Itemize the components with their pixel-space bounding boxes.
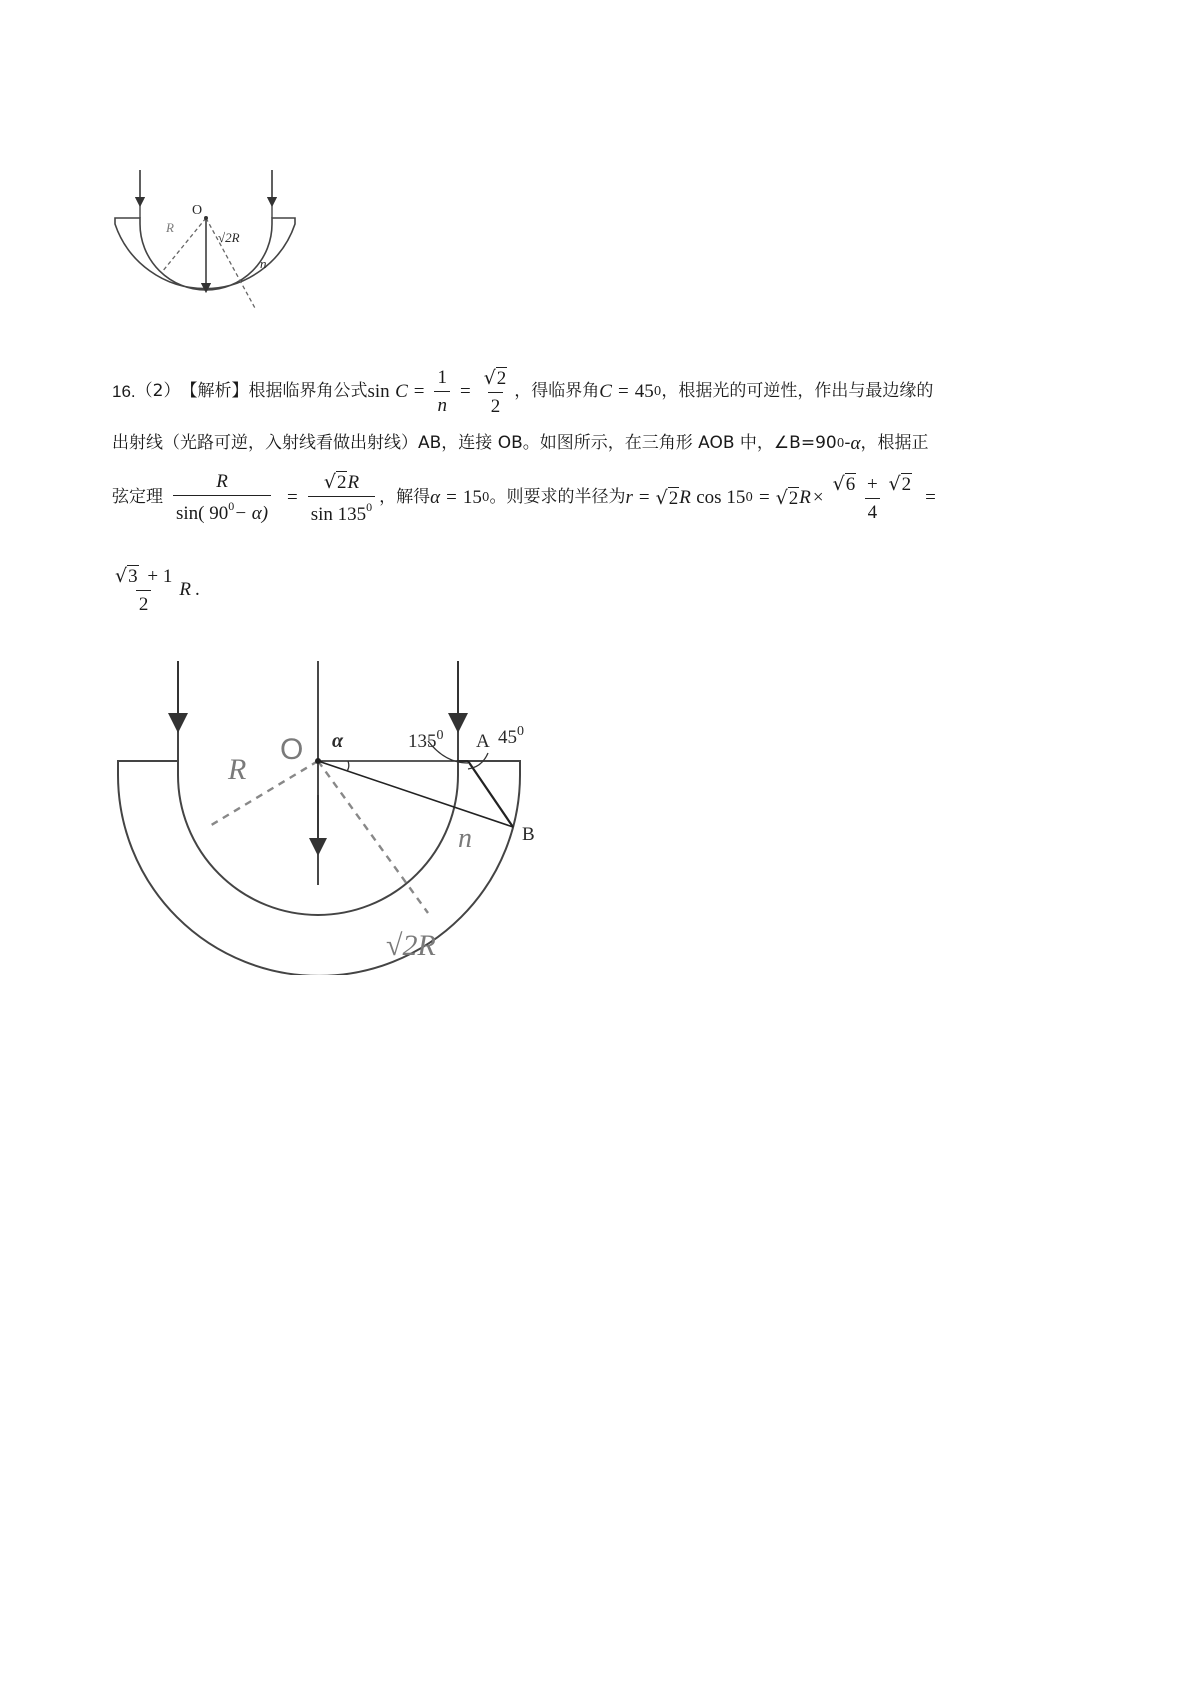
figure-1-diagram (110, 160, 320, 340)
degree-mark: 0 (745, 490, 753, 504)
cos-term: cos 15 (696, 486, 746, 508)
numerator (112, 565, 175, 590)
denominator: n (434, 391, 450, 415)
question-part: （2） (135, 380, 181, 401)
var-R: R (179, 578, 191, 600)
denominator (308, 496, 375, 524)
solution-line-2 (112, 428, 928, 458)
degree-mark: 0 (228, 498, 235, 513)
label-135 (408, 728, 444, 752)
degree-mark: 0 (366, 499, 373, 514)
var-C: C (395, 380, 408, 402)
label-R: R (228, 753, 247, 786)
solution-line-1 (112, 354, 933, 428)
numerator: 1 (437, 366, 447, 388)
sin-fn: sin (367, 380, 390, 402)
text-segment: 。则要求的半径为 (489, 486, 626, 507)
fraction-sqrt2R-over-sin135 (308, 471, 375, 524)
text-segment: ，根据光的可逆性，作出与最边缘的 (661, 380, 934, 401)
text-segment: 出射线（光路可逆，入射线看做出射线）AB，连接 OB。如图所示，在三角形 AOB 中，∠B=90 (112, 432, 837, 453)
degree-mark: 0 (836, 436, 845, 450)
degree-mark: 0 (517, 724, 524, 739)
solution-line-4 (112, 554, 200, 624)
label-O: O (192, 203, 203, 218)
sqrt-arg: 2 (496, 367, 507, 389)
analysis-tag: 【解析】 (180, 380, 249, 401)
var-R: R (679, 486, 691, 508)
denominator: 4 (865, 498, 881, 522)
var-R: R (347, 471, 360, 493)
denominator: 2 (136, 590, 152, 614)
fraction-sqrt6-plus-sqrt2-over-4 (830, 473, 915, 522)
text-segment: 根据临界角公式 (248, 380, 368, 401)
degree-mark: 0 (481, 490, 490, 504)
label-sqrt2R: √2R (386, 929, 436, 962)
var-R: R (799, 486, 811, 508)
var-r: r (625, 486, 633, 508)
shell-outline (118, 761, 520, 975)
period: . (194, 578, 200, 600)
label-n: n (458, 823, 472, 854)
numerator (481, 367, 511, 392)
center-point-O (315, 758, 321, 764)
text-segment: ，根据正 (860, 432, 929, 453)
numerator: R (216, 470, 228, 492)
angle-arc-alpha (347, 761, 349, 771)
equals: = (617, 380, 629, 402)
den-text: sin 135 (310, 503, 367, 525)
label-O: O (280, 733, 304, 766)
sqrt: √ 6 (832, 472, 856, 495)
equals: = (287, 486, 298, 508)
label-sqrt2R: √2R (218, 230, 240, 245)
equals: = (446, 486, 457, 508)
sqrt-arg: 6 (845, 473, 856, 495)
label-R: R (166, 220, 174, 235)
label-45-value: 45 (498, 727, 517, 748)
equals: = (638, 486, 650, 508)
shell-outline (115, 218, 295, 290)
numerator (830, 473, 915, 498)
label-135-value: 135 (408, 731, 437, 752)
degree-mark: 0 (653, 384, 662, 398)
label-n: n (260, 256, 267, 271)
value-15: 15 (462, 486, 482, 508)
var-alpha: α (430, 486, 441, 508)
question-number: 16. (112, 381, 136, 401)
sqrt-arg: 2 (336, 471, 347, 493)
times: × (812, 486, 824, 508)
degree-mark: 0 (436, 728, 444, 743)
radius-sqrt2R-dashed (318, 761, 428, 913)
fraction-sqrt3-plus-1-over-2 (112, 565, 175, 614)
sqrt: √ 2 (655, 486, 679, 509)
denominator: 2 (488, 392, 504, 416)
fraction-R-over-sin (167, 472, 277, 523)
equals: = (459, 380, 471, 402)
equals: = (925, 486, 936, 508)
fraction-1-over-n (434, 368, 450, 415)
radius-R-dashed (208, 761, 318, 827)
figure-2-diagram (110, 655, 580, 975)
label-alpha: α (332, 730, 344, 752)
text-segment: ，得临界角 (514, 380, 600, 401)
sqrt-arg: 2 (901, 473, 912, 495)
denominator (173, 495, 271, 523)
sqrt: √ 3 (115, 564, 138, 587)
equals: = (758, 486, 770, 508)
plus-one: + 1 (147, 565, 173, 587)
den-text: sin( 90 (175, 502, 229, 524)
plus: + (866, 473, 878, 495)
text-segment: 弦定理 (112, 486, 163, 507)
numerator (321, 471, 362, 496)
text-segment: ，解得 (379, 486, 431, 507)
equals: = (413, 380, 425, 402)
fraction-sqrt2-over-2 (481, 367, 511, 416)
sqrt-arg: 3 (128, 565, 138, 587)
center-point-O (204, 216, 208, 220)
label-45 (498, 724, 524, 748)
solution-line-3 (112, 460, 942, 534)
sqrt-arg: 2 (788, 487, 799, 509)
line-AB (468, 761, 513, 827)
den-tail: − α) (234, 502, 269, 524)
var-C: C (599, 380, 612, 402)
var-alpha: α (850, 432, 861, 454)
sqrt: √ 2 (775, 486, 799, 509)
sqrt: √ 2 (483, 366, 507, 389)
sqrt: √ 2 (323, 470, 347, 493)
sqrt-arg: 2 (668, 487, 679, 509)
value-45: 45 (634, 380, 654, 402)
label-B: B (522, 824, 535, 845)
minus: - (844, 432, 851, 453)
label-A: A (476, 731, 490, 752)
sqrt: √ 2 (888, 472, 912, 495)
